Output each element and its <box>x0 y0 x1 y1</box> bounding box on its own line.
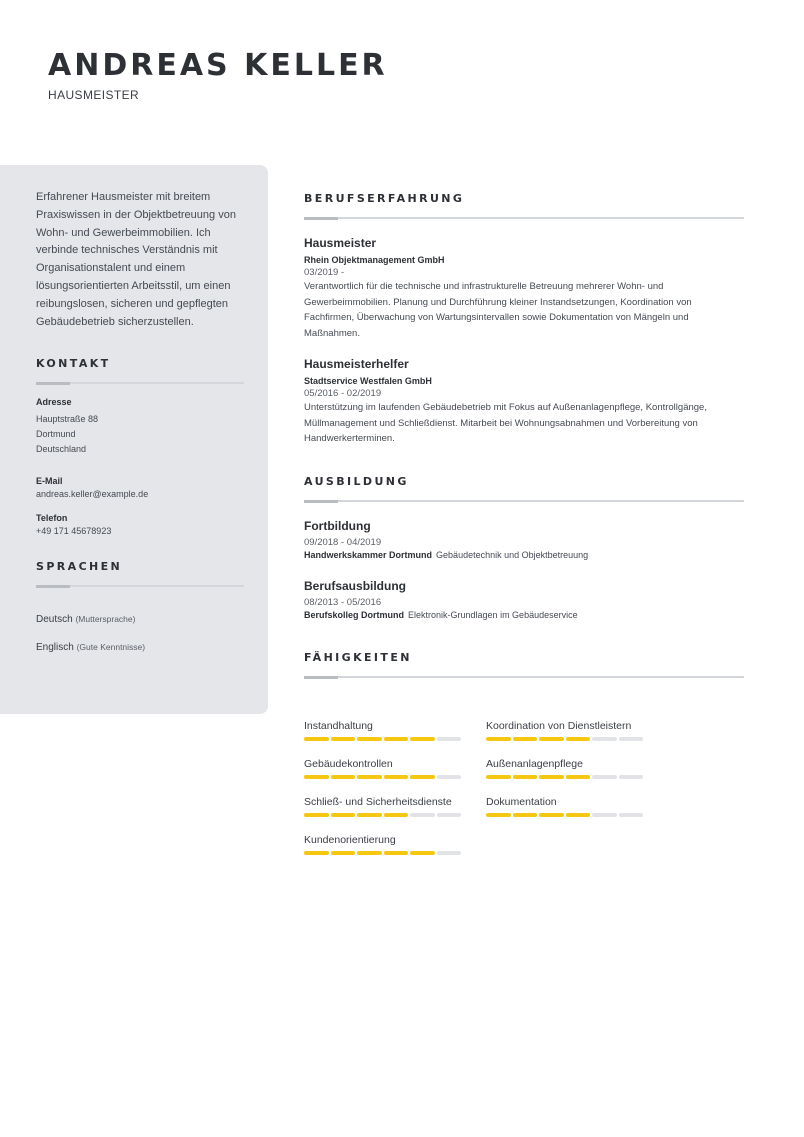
skill-item <box>304 720 474 741</box>
job-description: Unterstützung im laufenden Gebäudebetrieb mit Fokus auf Außenanlagenpflege, Kontrollgänge, Müllmanagement und Schließdienst. Mitarbeit bei Wohnungsabnahmen und Vorbereitung von Handwerkerterminen. <box>304 402 707 444</box>
skill-name: Kundenorientierung <box>304 834 396 846</box>
skills-divider <box>304 676 744 678</box>
address-street: Hauptstraße 88 <box>36 414 99 425</box>
skill-level-bar <box>304 737 474 741</box>
skill-level-segment <box>384 813 409 817</box>
institution-name: Berufskolleg Dortmund <box>304 609 405 620</box>
skill-level-segment <box>410 775 435 779</box>
address-block <box>36 412 244 457</box>
skill-level-segment <box>437 775 462 779</box>
language-item <box>36 642 244 653</box>
experience-heading: BERUFSERFAHRUNG <box>304 192 465 205</box>
skill-level-segment <box>592 737 617 741</box>
contact-heading: KONTAKT <box>36 357 111 371</box>
company-name: Rhein Objektmanagement GmbH <box>304 255 445 265</box>
skill-level-bar <box>304 775 474 779</box>
skill-item <box>304 758 474 779</box>
skill-item <box>304 834 474 855</box>
skill-level-segment <box>357 737 382 741</box>
skill-name: Gebäudekontrollen <box>304 758 393 770</box>
education-detail: Gebäudetechnik und Objektbetreuung <box>436 549 589 560</box>
phone-label: Telefon <box>36 513 68 524</box>
skill-level-segment <box>539 813 564 817</box>
skill-name: Außenanlagenpflege <box>486 758 583 770</box>
education-dates: 08/2013 - 05/2016 <box>304 596 382 608</box>
skill-level-segment <box>331 851 356 855</box>
skill-item <box>486 796 656 817</box>
education-entry <box>304 579 744 620</box>
skill-level-segment <box>486 737 511 741</box>
skill-level-segment <box>331 737 356 741</box>
experience-divider <box>304 217 744 219</box>
skill-name: Koordination von Dienstleistern <box>486 720 632 732</box>
skill-level-segment <box>619 737 644 741</box>
profile-summary: Erfahrener Hausmeister mit breitem Praxiswissen in der Objektbetreuung von Wohn- und Gewerbeimmobilien. Ich verbinde technisches Verständnis mit Organisationstalent und einem lösungsorientierten Arbeitsstil, um einen reibungslosen, sicheren und gepflegten Gebäudebetrieb sicherzustellen. <box>36 191 236 328</box>
skill-level-segment <box>486 813 511 817</box>
skill-level-segment <box>566 813 591 817</box>
skill-level-bar <box>486 775 656 779</box>
institution-name: Handwerkskammer Dortmund <box>304 549 433 560</box>
skill-level-segment <box>304 813 329 817</box>
address-label: Adresse <box>36 397 72 408</box>
skill-name: Instandhaltung <box>304 720 373 732</box>
address-city: Dortmund <box>36 429 76 440</box>
job-dates: 03/2019 - <box>304 267 345 278</box>
education-institution-line <box>304 550 744 560</box>
language-item <box>36 614 244 625</box>
skill-name: Schließ- und Sicherheitsdienste <box>304 796 452 808</box>
skill-level-segment <box>437 813 462 817</box>
address-country: Deutschland <box>36 444 87 455</box>
skill-level-segment <box>539 775 564 779</box>
skill-level-segment <box>566 737 591 741</box>
skill-level-segment <box>384 775 409 779</box>
phone-value[interactable]: +49 171 45678923 <box>36 526 112 537</box>
contact-divider <box>36 382 244 384</box>
education-institution-line <box>304 610 744 620</box>
skill-level-segment <box>619 813 644 817</box>
skill-level-segment <box>566 775 591 779</box>
skill-level-segment <box>437 737 462 741</box>
skill-level-segment <box>513 737 538 741</box>
language-name: Englisch <box>36 642 74 654</box>
skill-level-segment <box>437 851 462 855</box>
skill-item <box>304 796 474 817</box>
skill-item <box>486 720 656 741</box>
skill-level-segment <box>357 813 382 817</box>
education-title: Berufsausbildung <box>304 578 407 593</box>
skill-level-bar <box>304 813 474 817</box>
skill-level-segment <box>357 775 382 779</box>
main-column <box>304 192 744 678</box>
skill-level-segment <box>384 737 409 741</box>
education-entry <box>304 519 744 560</box>
skill-level-segment <box>410 737 435 741</box>
education-divider <box>304 500 744 502</box>
skill-level-bar <box>486 813 656 817</box>
skill-level-segment <box>304 851 329 855</box>
skill-level-segment <box>619 775 644 779</box>
skill-item <box>486 758 656 779</box>
email-value[interactable]: andreas.keller@example.de <box>36 489 149 500</box>
skill-level-segment <box>410 813 435 817</box>
skill-level-segment <box>331 775 356 779</box>
skill-level-segment <box>592 813 617 817</box>
skill-level-segment <box>410 851 435 855</box>
skill-level-segment <box>384 851 409 855</box>
languages-heading: SPRACHEN <box>36 560 123 574</box>
resume-header <box>48 48 388 102</box>
job-position: Hausmeisterhelfer <box>304 357 409 371</box>
education-title: Fortbildung <box>304 518 371 533</box>
skill-level-segment <box>331 813 356 817</box>
email-label: E-Mail <box>36 476 63 487</box>
skill-name: Dokumentation <box>486 796 557 808</box>
skill-level-segment <box>539 737 564 741</box>
language-name: Deutsch <box>36 614 73 626</box>
experience-entry <box>304 357 744 447</box>
education-detail: Elektronik-Grundlagen im Gebäudeservice <box>408 609 578 620</box>
language-level: (Muttersprache) <box>75 614 136 625</box>
skill-level-segment <box>304 775 329 779</box>
skill-level-segment <box>304 737 329 741</box>
languages-divider <box>36 585 244 587</box>
education-dates: 09/2018 - 04/2019 <box>304 536 382 548</box>
job-position: Hausmeister <box>304 236 377 250</box>
skill-level-segment <box>592 775 617 779</box>
experience-entry <box>304 236 744 341</box>
skill-level-bar <box>486 737 656 741</box>
skill-level-segment <box>357 851 382 855</box>
company-name: Stadtservice Westfalen GmbH <box>304 376 432 386</box>
job-dates: 05/2016 - 02/2019 <box>304 388 382 399</box>
job-description: Verantwortlich für die technische und infrastrukturelle Betreuung mehrerer Wohn- und Gewerbeimmobilien. Planung und Durchführung kleiner Instandsetzungen, Koordination von Fachfirmen, Überwachung von Wartungsintervallen sowie Dokumentation von Mängeln und Maßnahmen. <box>304 281 692 339</box>
job-title: HAUSMEISTER <box>48 88 140 102</box>
skill-level-segment <box>513 775 538 779</box>
skills-heading: FÄHIGKEITEN <box>304 650 412 664</box>
language-level: (Gute Kenntnisse) <box>76 642 146 653</box>
person-name: ANDREAS KELLER <box>48 48 388 83</box>
skill-level-segment <box>486 775 511 779</box>
sidebar <box>0 165 268 714</box>
skill-level-bar <box>304 851 474 855</box>
skill-level-segment <box>513 813 538 817</box>
education-heading: AUSBILDUNG <box>304 474 409 488</box>
